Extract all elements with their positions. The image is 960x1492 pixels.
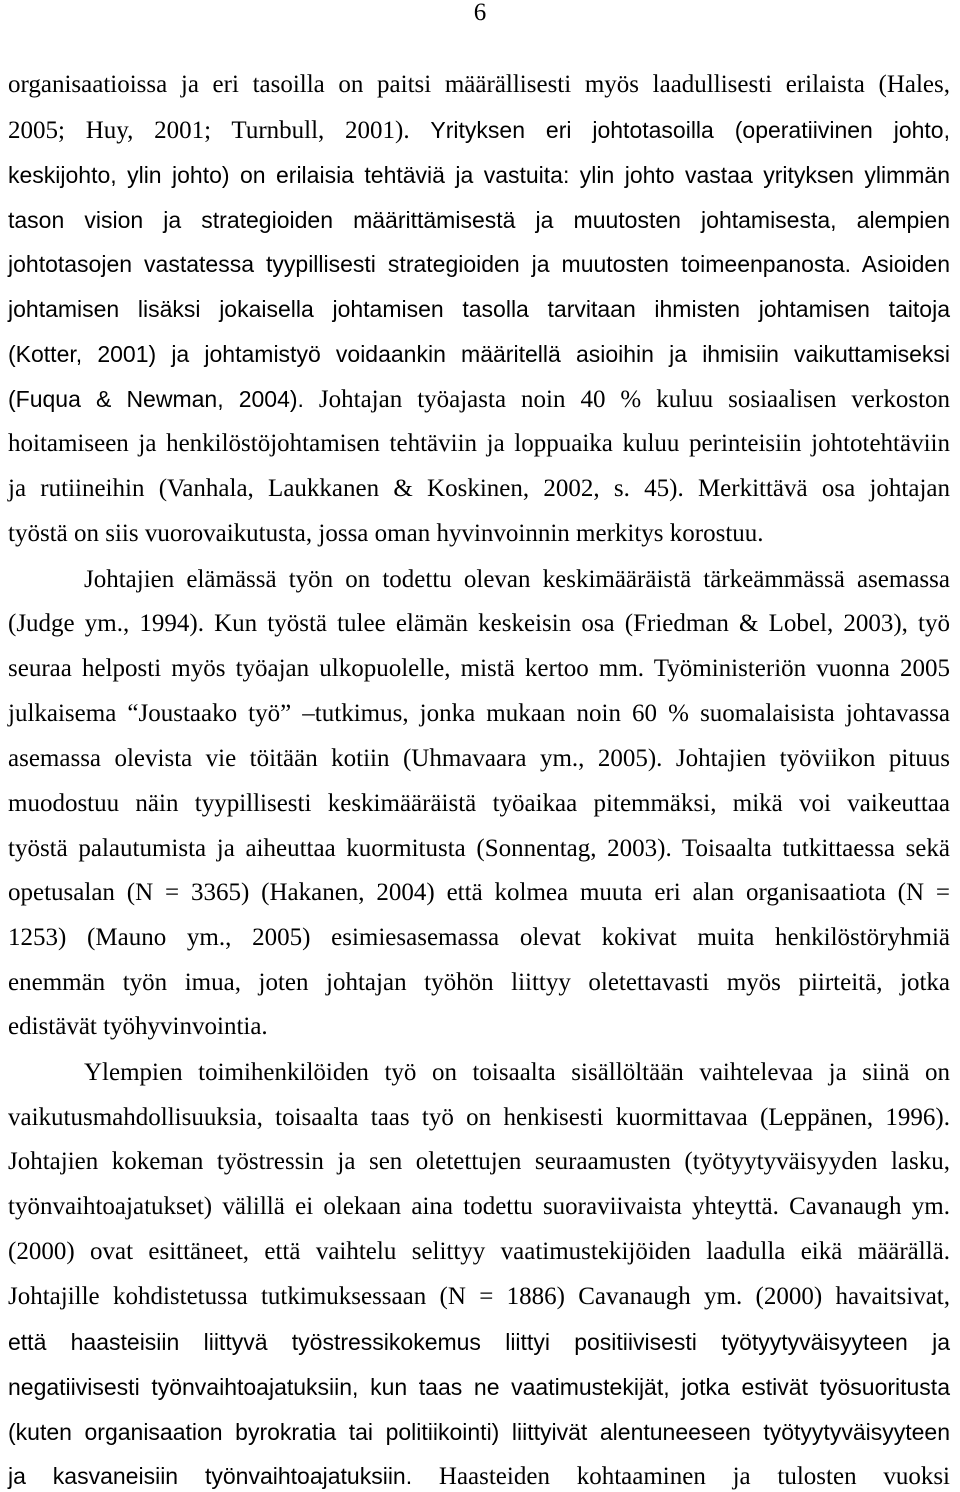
body-line [8, 383, 950, 415]
body-line [8, 1416, 950, 1448]
text-segment: ja rutiineihin (Vanhala, Laukkanen & Koskinen, 2002, s. 45). Merkittävä osa johtajan [8, 475, 950, 502]
text-segment: vaikutusmahdollisuuksia, toisaalta taas työ on henkisesti kuormittavaa (Leppänen, 1996). [8, 1104, 950, 1131]
text-segment: johtotasojen vastatessa tyypillisesti strategioiden ja muutosten toimeenpanosta. Asioiden [8, 251, 950, 277]
body-line [8, 1236, 950, 1268]
body-line [8, 518, 950, 550]
text-segment: ja kasvaneisiin työnvaihtoajatuksiin. [8, 1463, 413, 1489]
text-segment: keskijohto, ylin johto) on erilaisia tehtäviä ja vastuita: ylin johto vastaa yrityksen ylimmän [8, 162, 950, 188]
body-line [8, 114, 950, 146]
body-line [8, 69, 950, 101]
body-line [84, 564, 950, 596]
text-segment: Haasteiden kohtaaminen ja tulosten vuoksi [438, 1463, 951, 1490]
text-segment: johtamisen lisäksi jokaisella johtamisen tasolla tarvitaan ihmisten johtamisen taitoja [8, 296, 950, 322]
body-line [8, 338, 950, 370]
body-line [8, 833, 950, 865]
text-segment: asemassa olevista vie töitään kotiin (Uhmavaara ym., 2005). Johtajien työviikon pituus [8, 745, 950, 772]
body-line [84, 1057, 950, 1089]
text-segment: edistävät työhyvinvointia. [8, 1013, 268, 1040]
text-segment: työstä palautumista ja aiheuttaa kuormitusta (Sonnentag, 2003). Toisaalta tutkittaessa sekä [8, 835, 950, 862]
text-segment: työstä on siis vuorovaikutusta, jossa oman hyvinvoinnin merkitys korostuu. [8, 520, 764, 547]
body-line [8, 653, 950, 685]
text-segment: seuraa helposti myös työajan ulkopuolelle, mistä kertoo mm. Työministeriön vuonna 2005 [8, 655, 950, 682]
body-line [8, 204, 950, 236]
body-line [8, 1146, 950, 1178]
text-segment: (Kotter, 2001) ja johtamistyö voidaankin määritellä asioihin ja ihmisiin vaikuttamiseksi [8, 341, 950, 367]
text-segment: Johtajien kokeman työstressin ja sen oletettujen seuraamusten (työtyytyväisyyden lasku, [8, 1148, 950, 1175]
page-number: 6 [473, 0, 487, 26]
body-line [8, 1011, 950, 1043]
body-line [8, 159, 950, 191]
text-segment: Johtajan työajasta noin 40 % kuluu sosiaalisen verkoston [318, 386, 951, 413]
text-segment: 2005; Huy, 2001; Turnbull, 2001). [8, 117, 410, 144]
text-segment: Johtajille kohdistetussa tutkimuksessaan (N = 1886) Cavanaugh ym. (2000) havaitsivat, [8, 1283, 950, 1310]
body-line [8, 698, 950, 730]
body-line [8, 1371, 950, 1403]
text-segment: (kuten organisaation byrokratia tai politiikointi) liittyivät alentuneeseen työtyytyväisyyteen [8, 1419, 950, 1445]
text-segment: organisaatioissa ja eri tasoilla on paitsi määrällisesti myös laadullisesti erilaista (Hales, [8, 71, 950, 98]
body-line [8, 1102, 950, 1134]
text-segment: 1253) (Mauno ym., 2005) esimiesasemassa olevat kokivat muita henkilöstöryhmiä [8, 924, 950, 951]
body-line [8, 293, 950, 325]
text-segment: muodostuu näin tyypillisesti keskimääräistä työaikaa pitemmäksi, mikä voi vaikeuttaa [8, 790, 950, 817]
text-segment: enemmän työn imua, joten johtajan työhön liittyy oletettavasti myös piirteitä, jotka [8, 969, 950, 996]
body-line [8, 428, 950, 460]
body-line [8, 877, 950, 909]
body-line [8, 922, 950, 954]
text-segment: (2000) ovat esittäneet, että vaihtelu selittyy vaatimustekijöiden laadulla eikä määrällä. [8, 1238, 950, 1265]
text-segment: (Judge ym., 1994). Kun työstä tulee elämän keskeisin osa (Friedman & Lobel, 2003), työ [8, 610, 950, 637]
text-segment: tason vision ja strategioiden määrittämisestä ja muutosten johtamisesta, alempien [8, 207, 950, 233]
body-line [8, 967, 950, 999]
body-line [8, 1281, 950, 1313]
text-segment: julkaisema “Joustaako työ” –tutkimus, jonka mukaan noin 60 % suomalaisista johtavassa [8, 700, 950, 727]
text-segment: opetusalan (N = 3365) (Hakanen, 2004) että kolmea muuta eri alan organisaatiota (N = [8, 879, 950, 906]
text-segment: negatiivisesti työnvaihtoajatuksiin, kun taas ne vaatimustekijät, jotka estivät työsuoritusta [8, 1374, 950, 1400]
text-segment: hoitamiseen ja henkilöstöjohtamisen tehtäviin ja loppuaika kuluu perinteisiin johtotehtäviin [8, 430, 950, 457]
text-segment: että haasteisiin liittyvä työstressikokemus liittyi positiivisesti työtyytyväisyyteen ja [8, 1329, 950, 1355]
body-line [8, 1460, 950, 1492]
text-segment: (Fuqua & Newman, 2004). [8, 386, 304, 412]
text-segment: Johtajien elämässä työn on todettu olevan keskimääräistä tärkeämmässä asemassa [84, 566, 950, 593]
text-segment: Ylempien toimihenkilöiden työ on toisaalta sisällöltään vaihtelevaa ja siinä on [84, 1059, 950, 1086]
body-line [8, 248, 950, 280]
body-line [8, 1191, 950, 1223]
body-line [8, 608, 950, 640]
text-segment: työnvaihtoajatukset) välillä ei olekaan aina todettu suoraviivaista yhteyttä. Cavanaugh ym. [8, 1193, 950, 1220]
body-line [8, 473, 950, 505]
body-line [8, 788, 950, 820]
body-line [8, 743, 950, 775]
body-line [8, 1326, 950, 1358]
text-segment: Yrityksen eri johtotasoilla (operatiivinen johto, [430, 117, 950, 143]
